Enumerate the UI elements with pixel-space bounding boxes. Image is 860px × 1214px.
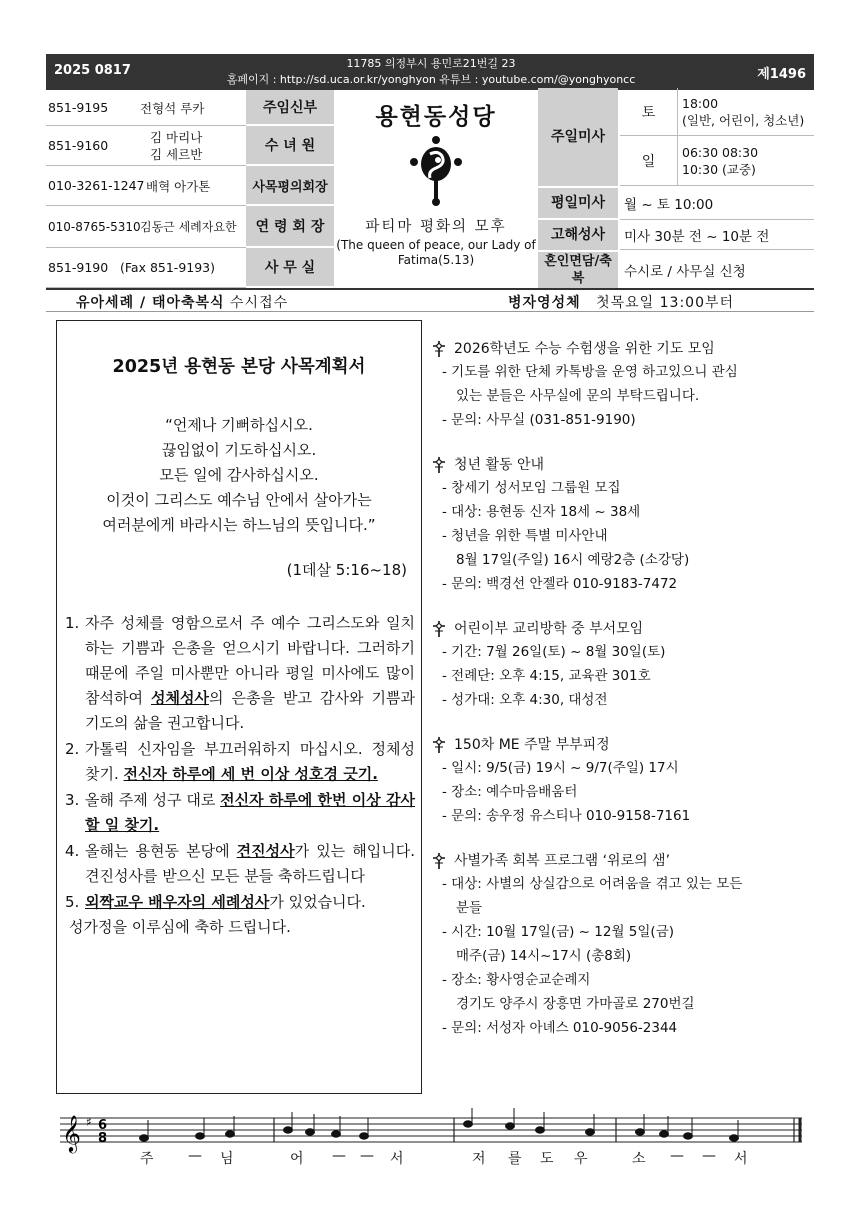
lyric-syllable: 저 <box>472 1151 486 1167</box>
plan-item-number: 1. <box>65 614 80 632</box>
issue-date: 2025 0817 <box>54 63 131 78</box>
plan-item-number: 5. <box>65 893 80 911</box>
pastoral-plan-title: 2025년 용현동 본당 사목계획서 <box>112 357 366 377</box>
note-head <box>506 1123 515 1129</box>
lyric-syllable: 어 <box>290 1151 304 1167</box>
plan-item-text: 가톨릭 신자임을 부끄러워하지 마십시오. 정체성 찾기. <box>85 740 415 783</box>
plan-item-text: 올해는 용현동 본당에 <box>85 842 237 860</box>
announcement-line: 있는 분들은 사무실에 문의 부탁드립니다. <box>456 388 700 404</box>
announcement-title-row <box>432 850 812 872</box>
contact-row <box>46 90 246 126</box>
plan-item-text-end: 가 있는 해입니다. 견진성사를 받으신 모든 분들 축하드립니다 <box>85 842 415 885</box>
contact-role: 주임신부 <box>246 90 334 126</box>
plan-item <box>65 737 415 787</box>
lyric-syllable: — <box>670 1148 684 1164</box>
announcement-line: - 전례단: 오후 4:15, 교육관 301호 <box>442 668 651 684</box>
contact-row <box>46 166 246 206</box>
plan-item-number: 4. <box>65 842 80 860</box>
issue-number: 제1496 <box>757 67 806 82</box>
lyric-syllable: — <box>332 1148 346 1164</box>
plan-item <box>65 839 415 889</box>
saturday-time: 18:00 <box>682 95 719 111</box>
parish-patron-english: (The queen of peace, our Lady of Fatima(5.13) <box>336 238 536 267</box>
church-emblem-icon <box>408 134 464 206</box>
announcement-line: - 창세기 성서모임 그룹원 모집 <box>442 480 621 496</box>
plan-item <box>65 788 415 838</box>
contact-number: 851-9195 <box>48 100 109 115</box>
lyric-syllable: 를 <box>508 1151 522 1167</box>
contact-number: 010-3261-1247 <box>48 178 145 193</box>
contact-role: 연 령 회 장 <box>246 206 334 248</box>
plan-item-highlight: 전신자 하루에 한번 이상 감사할 일 찾기. <box>85 791 415 834</box>
saturday-times <box>678 88 814 136</box>
plan-item-highlight: 성체성사 <box>151 689 209 707</box>
contact-row <box>46 206 246 248</box>
quote-line: 여러분에게 바라시는 하느님의 뜻입니다.” <box>102 516 376 534</box>
lyric-syllable: 님 <box>220 1151 234 1167</box>
announcement-title: 150차 ME 주말 부부피정 <box>454 737 610 753</box>
contact-name: (Fax 851-9193) <box>120 260 216 275</box>
contact-role: 수 녀 원 <box>246 126 334 166</box>
announcement-line: - 문의: 백경선 안젤라 010-9183-7472 <box>442 576 678 592</box>
sunday-time-early: 06:30 08:30 <box>682 144 759 160</box>
time-signature-bottom: 8 <box>98 1131 108 1146</box>
lyric-syllable: 우 <box>574 1151 588 1167</box>
contact-name: 김동근 세례자요한 <box>140 220 237 234</box>
pastoral-plan-list <box>65 611 415 941</box>
plan-item-text-cont: 성가정을 이루심에 축하 드립니다. <box>69 918 291 936</box>
contact-name: 배혁 아가톤 <box>146 178 211 194</box>
sick-communion-notice <box>508 292 734 312</box>
cross-icon <box>432 853 446 869</box>
quote-line: 끊임없이 기도하십시오. <box>161 441 317 459</box>
quote-line: 모든 일에 감사하십시오. <box>159 466 319 484</box>
plan-item-text: 자주 성체를 영함으로서 주 예수 그리스도와 일치하는 기쁨과 은총을 얻으시기 바랍니다. 그러하기 때문에 주일 미사뿐만 아니라 평일 미사에도 많이 참석하여 <box>85 614 415 707</box>
infant-baptism-notice <box>76 292 288 312</box>
contact-name: 김 마리나 김 세르반 <box>150 129 203 162</box>
weekday-mass-label: 평일미사 <box>538 188 618 218</box>
infant-baptism-value: 수시접수 <box>230 295 289 311</box>
announcement-line: - 시간: 10월 17일(금) ~ 12월 5일(금) <box>442 924 674 940</box>
treble-clef-icon: 𝄞 <box>62 1114 81 1152</box>
sunday-times <box>678 136 814 186</box>
announcement-section <box>432 850 812 1040</box>
announcement-line: - 문의: 서성자 아녜스 010-9056-2344 <box>442 1020 678 1036</box>
announcement-title-row <box>432 454 812 476</box>
announcement-line: - 대상: 용현동 신자 18세 ~ 38세 <box>442 504 641 520</box>
church-address: 11785 의정부시 용민로21번길 23 <box>346 57 516 70</box>
contact-role: 사 무 실 <box>246 248 334 288</box>
confession-label: 고해성사 <box>538 220 618 250</box>
announcement-title: 2026학년도 수능 수험생을 위한 기도 모임 <box>454 341 715 357</box>
announcements <box>432 338 812 1062</box>
pastoral-plan-box <box>56 320 422 1094</box>
announcement-title: 청년 활동 안내 <box>454 457 545 473</box>
announcement-line: 매주(금) 14시~17시 (총8회) <box>456 948 632 964</box>
announcement-title-row <box>432 338 812 360</box>
announcement-line: - 기간: 7월 26일(토) ~ 8월 30일(토) <box>442 644 666 660</box>
scripture-reference: (1데살 5:16~18) <box>286 561 407 579</box>
church-name: 용현동성당 <box>375 104 497 130</box>
announcement-line: - 대상: 사별의 상실감으로 어려움을 겪고 있는 모든 <box>442 876 743 892</box>
plan-item-number: 3. <box>65 791 80 809</box>
plan-item-text: 올해 주제 성구 대로 <box>85 791 221 809</box>
note-head <box>332 1131 341 1137</box>
contact-number: 851-9160 <box>48 138 109 153</box>
announcement-line: - 장소: 황사영순교순례지 <box>442 972 591 988</box>
announcement-line: - 장소: 예수마음배움터 <box>442 784 578 800</box>
announcement-title: 어린이부 교리방학 중 부서모임 <box>454 621 644 637</box>
plan-item-number: 2. <box>65 740 80 758</box>
note-head <box>536 1127 545 1133</box>
announcement-line: - 성가대: 오후 4:30, 대성전 <box>442 692 608 708</box>
contact-number: 851-9190 <box>48 260 109 275</box>
cross-icon <box>432 457 446 473</box>
announcement-title-row <box>432 734 812 756</box>
wedding-value: 수시로 / 사무실 신청 <box>624 264 746 280</box>
cross-icon <box>432 621 446 637</box>
weekday-mass-value: 월 ~ 토 10:00 <box>620 186 814 220</box>
time-signature-top: 6 <box>98 1118 108 1133</box>
confession-value: 미사 30분 전 ~ 10분 전 <box>620 220 814 250</box>
wedding-label: 혼인면담/축복 <box>538 252 618 288</box>
notice-row <box>46 288 814 312</box>
plan-item <box>65 890 415 940</box>
plan-item <box>65 611 415 736</box>
announcement-section <box>432 454 812 596</box>
note-head <box>586 1129 595 1135</box>
lyric-syllable: 도 <box>540 1151 554 1167</box>
plan-item-text-end: 의 은총을 받고 감사와 기쁨과 기도의 삶을 권고합니다. <box>85 689 415 732</box>
cross-icon <box>432 341 446 357</box>
contact-name: 전형석 루카 <box>140 100 205 116</box>
lyric-syllable: — <box>360 1148 374 1164</box>
infant-baptism-label: 유아세례 / 태아축복식 <box>76 295 225 311</box>
announcement-line: - 문의: 송우정 유스티나 010-9158-7161 <box>442 808 691 824</box>
saturday-audience: (일반, 어린이, 청소년) <box>682 112 805 128</box>
parish-patron-title: 파티마 평화의 모후 <box>365 219 507 235</box>
church-web-links[interactable]: 홈페이지 : http://sd.uca.or.kr/yonghyon 유튜브 : youtube.com/@yonghyoncc <box>226 73 636 86</box>
header-bar <box>46 54 814 90</box>
announcement-line: 경기도 양주시 장흥면 가마골로 270번길 <box>456 996 695 1012</box>
note-head <box>684 1133 693 1139</box>
announcement-section <box>432 734 812 828</box>
saturday-label: 토 <box>620 88 678 136</box>
church-address-block <box>196 56 666 88</box>
contact-role: 사목평의회장 <box>246 166 334 206</box>
lyric-syllable: — <box>188 1148 202 1164</box>
announcement-line: - 청년을 위한 특별 미사안내 <box>442 528 608 544</box>
sunday-mass-label: 주일미사 <box>538 88 618 186</box>
announcement-line: - 문의: 사무실 (031-851-9190) <box>442 412 636 428</box>
note-head <box>140 1135 149 1141</box>
lyric-syllable: 소 <box>632 1151 646 1167</box>
music-lyrics <box>60 1148 810 1168</box>
announcement-line: - 일시: 9/5(금) 19시 ~ 9/7(주일) 17시 <box>442 760 679 776</box>
plan-item-text-end: 가 있었습니다. <box>269 893 366 911</box>
note-head <box>464 1121 473 1127</box>
announcement-title-row <box>432 618 812 640</box>
sick-communion-label: 병자영성체 <box>508 295 581 311</box>
scripture-quote <box>57 413 421 538</box>
note-head <box>284 1127 293 1133</box>
sunday-label: 일 <box>620 136 678 186</box>
note-head <box>636 1129 645 1135</box>
note-head <box>226 1131 235 1137</box>
announcement-line: 8월 17일(주일) 16시 예랑2층 (소강당) <box>456 552 690 568</box>
note-head <box>306 1129 315 1135</box>
church-identity <box>336 88 536 288</box>
sunday-time-main: 10:30 (교중) <box>682 161 756 177</box>
announcement-section <box>432 618 812 712</box>
cross-icon <box>432 737 446 753</box>
quote-line: “언제나 기뻐하십시오. <box>165 416 313 434</box>
note-head <box>360 1133 369 1139</box>
key-signature-icon: ♯ <box>86 1115 92 1129</box>
lyric-syllable: 서 <box>734 1151 748 1167</box>
announcement-line: 분들 <box>456 900 483 916</box>
contact-number: 010-8765-5310 <box>48 219 141 234</box>
plan-item-highlight: 외짝교우 배우자의 세례성사 <box>85 893 270 911</box>
quote-line: 이것이 그리스도 예수님 안에서 살아가는 <box>106 491 372 509</box>
contact-row <box>46 248 246 288</box>
lyric-syllable: 서 <box>390 1151 404 1167</box>
lyric-syllable: — <box>702 1148 716 1164</box>
announcement-title: 사별가족 회복 프로그램 ‘위로의 샘’ <box>454 853 671 869</box>
contact-row <box>46 126 246 166</box>
announcement-line: - 기도를 위한 단체 카톡방을 운영 하고있으니 관심 <box>442 364 738 380</box>
note-head <box>730 1135 739 1141</box>
lyric-syllable: 주 <box>140 1151 154 1167</box>
note-head <box>196 1133 205 1139</box>
plan-item-highlight: 전신자 하루에 세 번 이상 성호경 긋기. <box>123 765 378 783</box>
announcement-section <box>432 338 812 432</box>
sick-communion-value: 첫목요일 13:00부터 <box>596 295 735 311</box>
plan-item-highlight: 견진성사 <box>236 842 295 860</box>
note-head <box>660 1131 669 1137</box>
